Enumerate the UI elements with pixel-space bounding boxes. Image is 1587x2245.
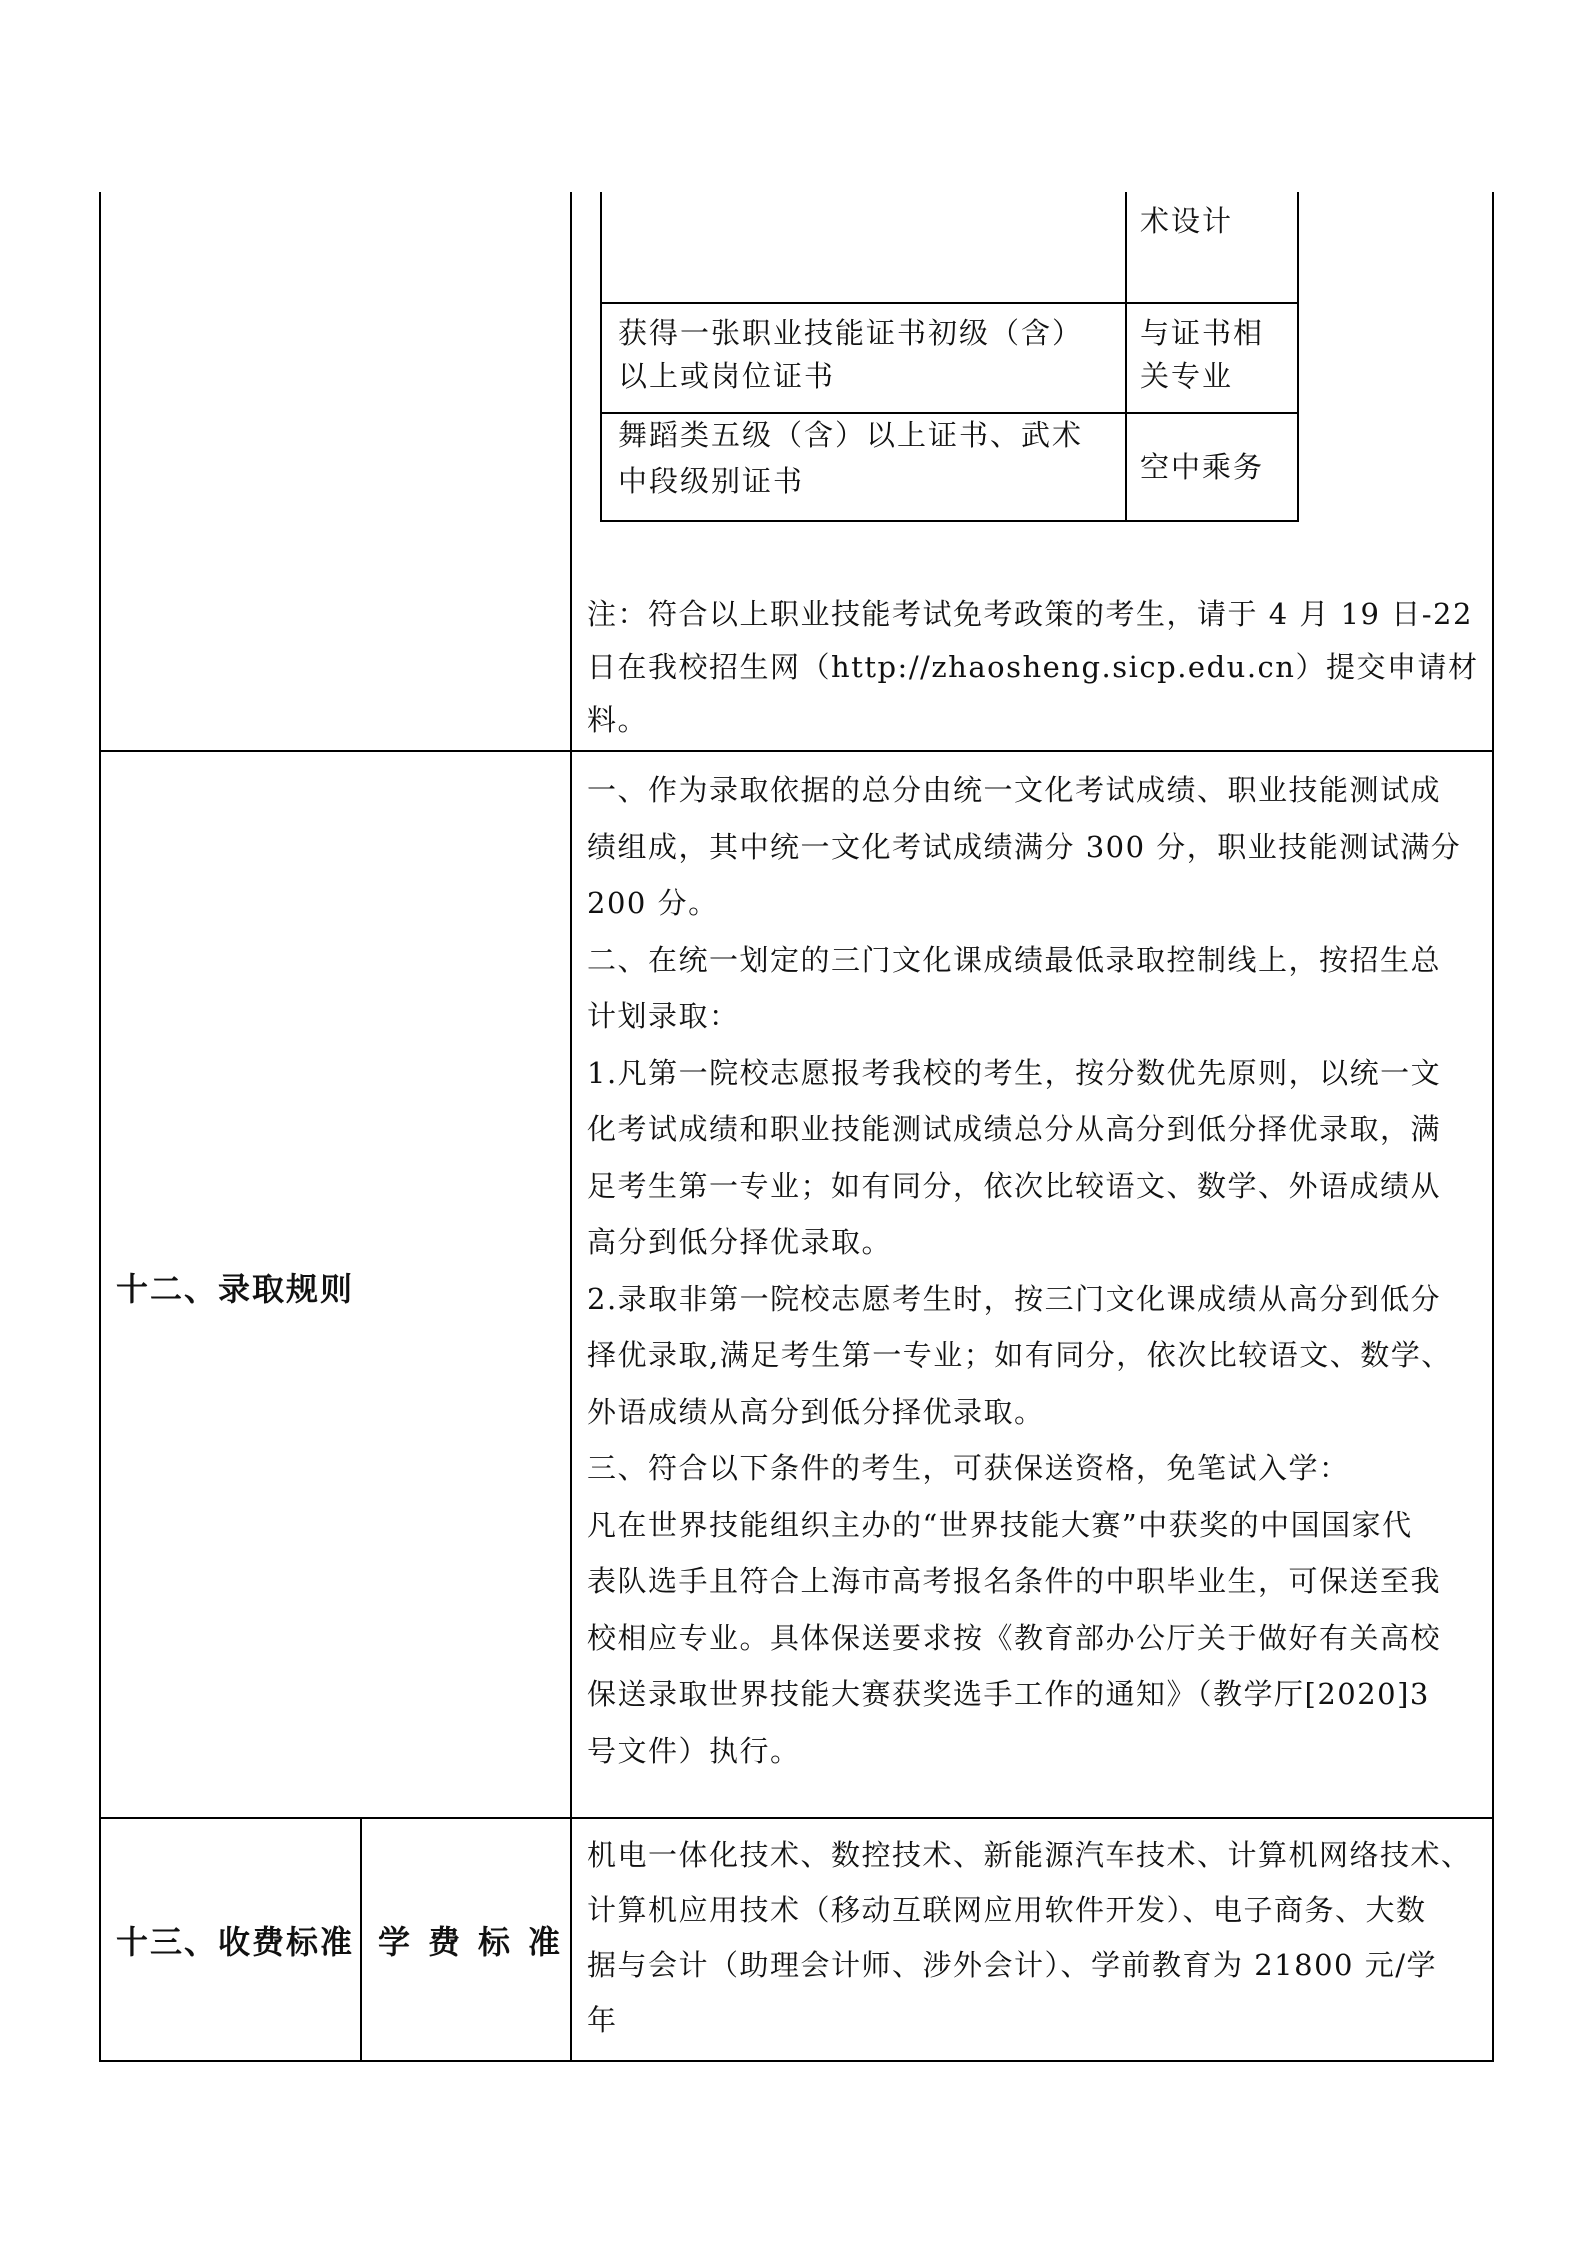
- tuition-sub-label: 学费标准: [378, 1923, 579, 1961]
- note-line: 料。: [587, 703, 649, 737]
- rule-line: 保送录取世界技能大赛获奖选手工作的通知》（教学厅[2020]3: [587, 1677, 1430, 1711]
- rule-line: 号文件）执行。: [587, 1733, 801, 1768]
- inner-row-line-1: [600, 302, 1299, 304]
- rule-line: 1.凡第一院校志愿报考我校的考生，按分数优先原则，以统一文: [587, 1055, 1442, 1090]
- exemption-note: [587, 588, 1487, 747]
- inner-row3-cert: [618, 412, 1118, 504]
- rule-line: 化考试成绩和职业技能测试成绩总分从高分到低分择优录取，满: [587, 1112, 1442, 1146]
- major-text: 空中乘务: [1140, 450, 1265, 484]
- rule-line: 校相应专业。具体保送要求按《教育部办公厅关于做好有关高校: [587, 1620, 1442, 1655]
- rule-line: 高分到低分择优录取。: [587, 1225, 893, 1259]
- rule-line: 凡在世界技能组织主办的“世界技能大赛”中获奖的中国国家代: [587, 1507, 1413, 1542]
- inner-row2-major: [1140, 312, 1290, 398]
- cert-line: 中段级别证书: [618, 464, 805, 498]
- rule-line: 二、在统一划定的三门文化课成绩最低录取控制线上，按招生总: [587, 942, 1442, 977]
- rule-line: 择优录取,满足考生第一专业；如有同分，依次比较语文、数学、: [587, 1338, 1452, 1372]
- rule-line: 外语成绩从高分到低分择优录取。: [587, 1394, 1045, 1429]
- rule-line: 足考生第一专业；如有同分，依次比较语文、数学、外语成绩从: [587, 1168, 1442, 1203]
- rule-line: 三、符合以下条件的考生，可获保送资格，免笔试入学：: [587, 1451, 1350, 1485]
- rule-line: 计划录取：: [587, 999, 740, 1033]
- fee-line: 机电一体化技术、数控技术、新能源汽车技术、计算机网络技术、: [587, 1838, 1472, 1872]
- fee-line: 计算机应用技术（移动互联网应用软件开发）、电子商务、大数: [587, 1893, 1427, 1927]
- rule-line: 表队选手且符合上海市高考报名条件的中职毕业生，可保送至我: [587, 1564, 1442, 1598]
- note-line: 日在我校招生网（http://zhaosheng.sicp.edu.cn）提交申请材: [587, 650, 1479, 684]
- outer-left-border: [99, 192, 101, 2062]
- major-line: 与证书相: [1140, 316, 1265, 350]
- fee-line: 年: [587, 2003, 618, 2037]
- section-13-label: 十三、收费标准: [116, 1923, 355, 1961]
- inner-mid-border: [1125, 192, 1127, 522]
- section-13-content: [587, 1828, 1487, 2048]
- inner-right-border: [1297, 192, 1299, 522]
- cert-line: 以上或岗位证书: [618, 359, 836, 393]
- major-text: 术设计: [1140, 204, 1234, 238]
- row-divider-13: [99, 1817, 1494, 1819]
- inner-row2-cert: [618, 312, 1118, 398]
- fee-line: 据与会计（助理会计师、涉外会计）、学前教育为 21800 元/学: [587, 1948, 1437, 1982]
- section-12-content: [587, 762, 1487, 1779]
- inner-row3-major: [1140, 442, 1290, 492]
- major-line: 关专业: [1140, 359, 1234, 393]
- rule-line: 一、作为录取依据的总分由统一文化考试成绩、职业技能测试成: [587, 773, 1442, 807]
- outer-bottom-border: [99, 2060, 1494, 2062]
- rule-line: 绩组成，其中统一文化考试成绩满分 300 分，职业技能测试满分: [587, 829, 1462, 864]
- cert-line: 获得一张职业技能证书初级（含）: [618, 316, 1084, 350]
- row-divider-12: [99, 750, 1494, 752]
- inner-left-border: [600, 192, 602, 522]
- inner-row1-major: [1140, 196, 1290, 246]
- rule-line: 200 分。: [587, 886, 719, 920]
- cert-line: 舞蹈类五级（含）以上证书、武术: [618, 418, 1084, 452]
- inner-bottom-border: [600, 520, 1299, 522]
- section-12-label: 十二、录取规则: [116, 1270, 355, 1308]
- outer-right-border: [1492, 192, 1494, 2062]
- note-line: 注：符合以上职业技能考试免考政策的考生，请于 4 月 19 日-22: [587, 597, 1473, 631]
- sub-column-divider: [360, 1817, 362, 2062]
- column-divider: [570, 192, 572, 2062]
- rule-line: 2.录取非第一院校志愿考生时，按三门文化课成绩从高分到低分: [587, 1281, 1442, 1316]
